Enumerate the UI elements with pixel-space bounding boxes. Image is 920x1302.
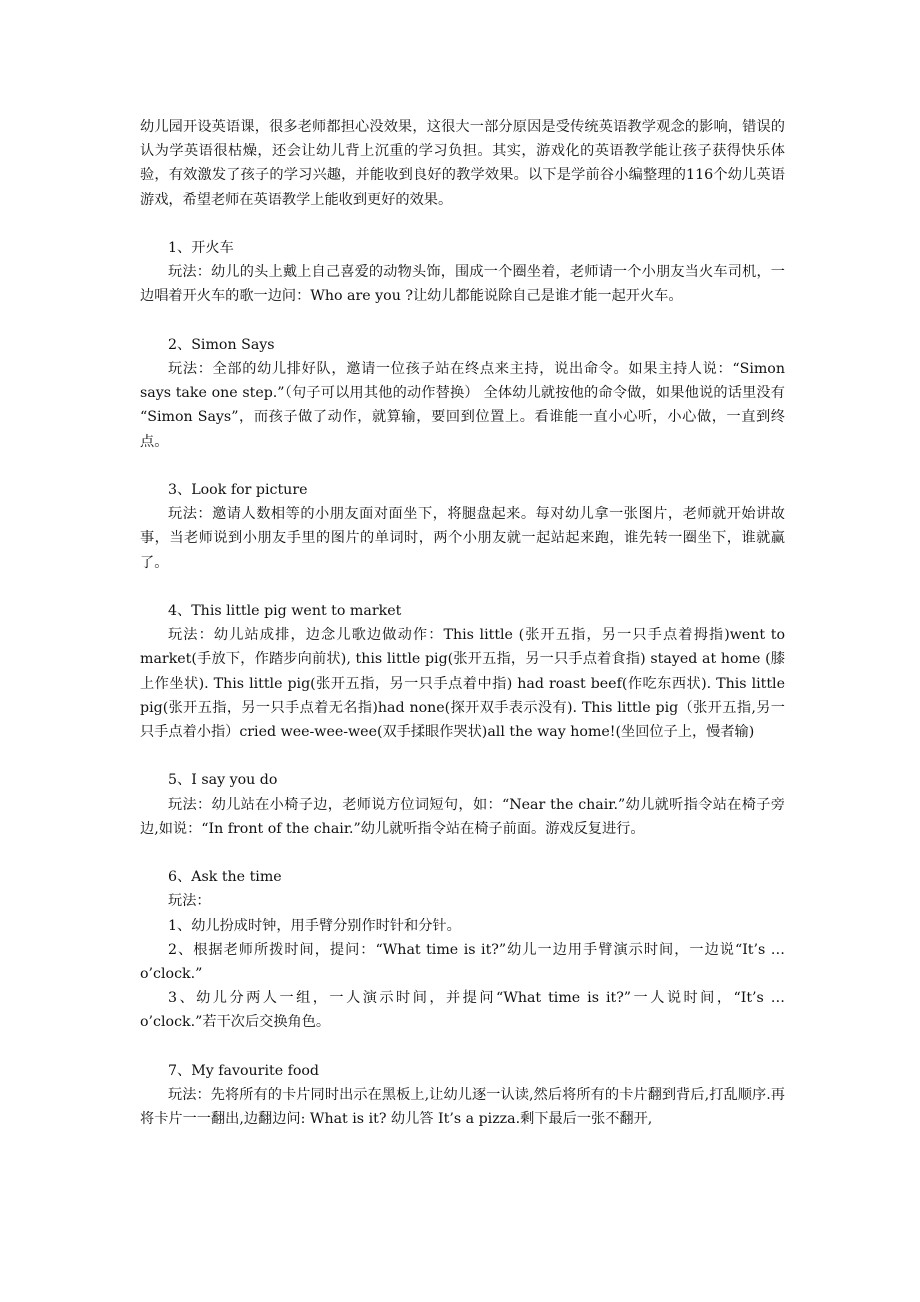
- game-heading: 4、This little pig went to market: [168, 603, 402, 619]
- game-description: 玩法：全部的幼儿排好队，邀请一位孩子站在终点来主持，说出命令。如果主持人说：“Simon says take one step.”（句子可以用其他的动作替换） 全体幼儿就按他的命令做，如果他说的话里没有 “Simon Says”，而孩子做了动作，就算输，要回到位置上。看谁能一直小心听，小心做，一直到终点。: [140, 361, 785, 450]
- game-heading: 2、Simon Says: [168, 336, 275, 353]
- game-description: 玩法：先将所有的卡片同时出示在黑板上,让幼儿逐一认读,然后将所有的卡片翻到背后,打乱顺序.再将卡片一一翻出,边翻边问: What is it? 幼儿答 It’s a pizza.剩下最后一张不翻开,: [140, 1087, 785, 1128]
- game-section-7: [140, 1059, 785, 1132]
- game-section-2: [140, 333, 785, 454]
- game-section-4: [140, 599, 785, 744]
- game-heading: 7、My favourite food: [168, 1062, 320, 1079]
- game-description: 玩法：幼儿站在小椅子边，老师说方位词短句，如：“Near the chair.”幼儿就听指令站在椅子旁边,如说：“In front of the chair.”幼儿就听指令站在椅子前面。游戏反复进行。: [140, 796, 785, 837]
- game-heading: 1、开火车: [168, 240, 234, 256]
- game-section-1: [140, 236, 785, 309]
- game-heading: 3、Look for picture: [168, 482, 308, 498]
- game-step: 1、幼儿扮成时钟，用手臂分别作时针和分针。: [168, 917, 461, 934]
- game-step: 3、幼儿分两人一组，一人演示时间，并提问“What time is it?”一人说时间，“It’s … o’clock.”若干次后交换角色。: [140, 990, 785, 1031]
- intro-paragraph: 幼儿园开设英语课，很多老师都担心没效果，这很大一部分原因是受传统英语教学观念的影响，错误的认为学英语很枯燥，还会让幼儿背上沉重的学习负担。其实，游戏化的英语教学能让孩子获得快乐体验，有效激发了孩子的学习兴趣，并能收到良好的教学效果。以下是学前谷小编整理的116个幼儿英语游戏，希望老师在英语教学上能收到更好的效果。: [140, 119, 785, 208]
- game-section-5: [140, 768, 785, 841]
- game-section-6: [140, 865, 785, 1034]
- game-section-3: [140, 478, 785, 575]
- game-description: 玩法：邀请人数相等的小朋友面对面坐下，将腿盘起来。每对幼儿拿一张图片，老师就开始讲故事，当老师说到小朋友手里的图片的单词时，两个小朋友就一起站起来跑，谁先转一圈坐下，谁就赢了。: [140, 506, 785, 571]
- game-description: 玩法：幼儿的头上戴上自己喜爱的动物头饰，围成一个圈坐着，老师请一个小朋友当火车司机，一边唱着开火车的歌一边问：Who are you ?让幼儿都能说除自己是谁才能一起开火车。: [140, 264, 785, 305]
- game-heading: 6、Ask the time: [168, 869, 282, 886]
- game-description: 玩法：幼儿站成排，边念儿歌边做动作：This little (张开五指，另一只手点着拇指)went to market(手放下，作踏步向前状), this little pig(张开五指，另一只手点着食指) stayed at home (膝上作坐状). This little pig(张开五指，另一只手点着中指) had roast beef(作吃东西状). This little pig(张开五指，另一只手点着无名指)had none(探开双手表示没有). This little pig（张开五指,另一只手点着小指）cried wee-wee-wee(双手揉眼作哭状)all the way home!(坐回位子上，慢者输): [140, 627, 785, 741]
- game-method-label: 玩法：: [168, 893, 211, 910]
- game-step: 2、根据老师所拨时间，提问：“What time is it?”幼儿一边用手臂演示时间，一边说“It’s … o’clock.”: [140, 941, 785, 983]
- game-heading: 5、I say you do: [168, 772, 278, 789]
- document-page: [140, 115, 785, 1156]
